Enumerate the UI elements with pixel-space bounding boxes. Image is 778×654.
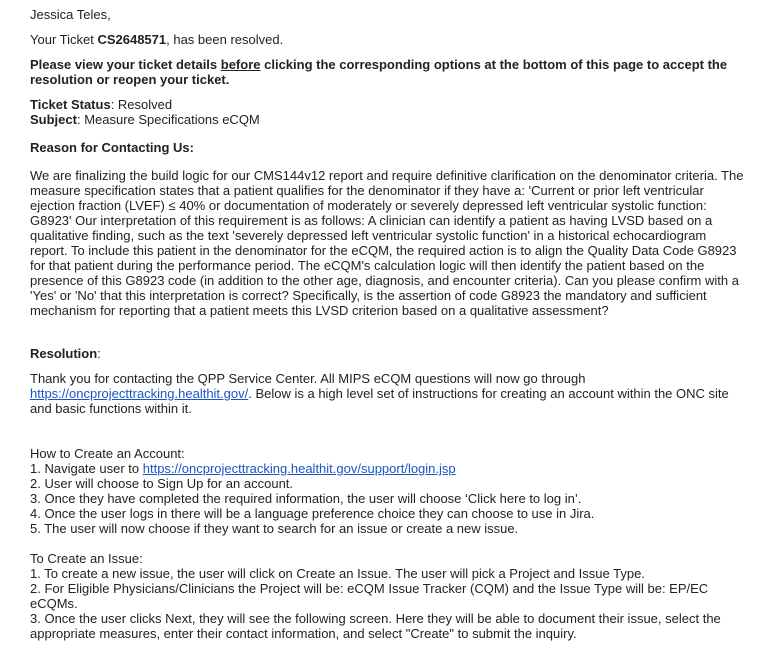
resolution-intro: Thank you for contacting the QPP Service Center. All MIPS eCQM questions will now go through https://oncprojecttracking.healthit.gov/. Below is a high level set of instructions for creating an account within the ONC site and basic functions within it. [30, 371, 729, 416]
create-issue-title: To Create an Issue: [30, 551, 143, 566]
account-step-1: 1. Navigate user to https://oncprojecttracking.healthit.gov/support/login.jsp [30, 461, 456, 476]
instruction-before: before [220, 57, 261, 72]
ticket-resolved-line [30, 32, 745, 47]
ticket-suffix: , has been resolved. [166, 32, 284, 47]
reason-heading: Reason for Contacting Us: [30, 140, 194, 155]
create-account-instructions [30, 446, 745, 536]
instruction-part1: Please view your ticket details [30, 57, 221, 72]
ticket-email-body [30, 7, 745, 641]
create-account-title: How to Create an Account: [30, 446, 185, 461]
login-page-link[interactable]: https://oncprojecttracking.healthit.gov/support/login.jsp [142, 461, 456, 476]
ticket-number: CS2648571 [97, 32, 167, 47]
issue-step-2: 2. For Eligible Physicians/Clinicians the Project will be: eCQM Issue Tracker (CQM) and the Issue Type will be: EP/EC eCQMs. [30, 581, 709, 611]
account-step-5: 5. The user will now choose if they want to search for an issue or create a new issue. [30, 521, 519, 536]
ticket-status [30, 97, 745, 112]
account-step-3: 3. Once they have completed the required information, the user will choose ‘Click here to log in’. [30, 491, 582, 506]
account-step-4: 4. Once the user logs in there will be a language preference choice they can choose to use in Jira. [30, 506, 595, 521]
issue-step-1: 1. To create a new issue, the user will click on Create an Issue. The user will pick a Project and Issue Type. [30, 566, 645, 581]
instruction-note [30, 57, 745, 87]
create-issue-instructions [30, 551, 745, 641]
instruction-part2: clicking the corresponding options at the bottom of this page to accept the resolution or reopen your ticket. [30, 57, 728, 87]
ticket-status-label: Ticket Status [30, 97, 111, 112]
onc-project-tracking-link[interactable]: https://oncprojecttracking.healthit.gov/ [30, 386, 249, 401]
ticket-status-value: : Resolved [110, 97, 173, 112]
issue-step-3: 3. Once the user clicks Next, they will see the following screen. Here they will be able to document their issue, select the appropriate measures, enter their contact information, and select "Create" to submit the inquiry. [30, 611, 721, 641]
ticket-subject [30, 112, 745, 127]
resolution-heading: Resolution: [30, 346, 101, 361]
ticket-prefix: Your Ticket [30, 32, 98, 47]
reason-body: We are finalizing the build logic for our CMS144v12 report and require definitive clarification on the denominator criteria. The measure specification states that a patient qualifies for the denominator if they have a: 'Current or prior left ventricular ejection fraction (LVEF) ≤ 40% or documentation of moderately or severely depressed left ventricular systolic function: G8923' Our interpretation of this requirement is as follows: A clinician can identify a patient as having LVSD based on a qualitative finding, such as the text 'severely depressed left ventricular systolic function' in a historical echocardiogram report. To include this patient in the denominator for the eCQM, the required action is to align the Quality Data Code G8923 for that patient during the performance period. The eCQM's calculation logic will then identify the patient based on the presence of this G8923 code (in addition to the other age, diagnosis, and encounter criteria). Can you please confirm with a 'Yes' or 'No' that this interpretation is correct? Specifically, is the assertion of code G8923 the mandatory and sufficient mechanism for reporting that a patient meets this LVSD criterion based on a qualitative assessment? [30, 168, 744, 318]
ticket-subject-label: Subject [30, 112, 77, 127]
account-step-2: 2. User will choose to Sign Up for an account. [30, 476, 294, 491]
greeting: Jessica Teles, [30, 7, 111, 22]
ticket-subject-value: : Measure Specifications eCQM [76, 112, 260, 127]
